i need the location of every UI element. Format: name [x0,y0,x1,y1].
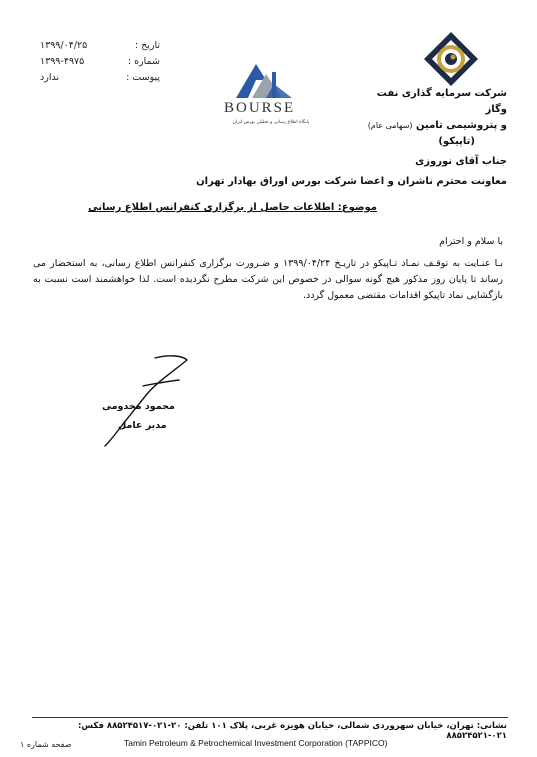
letter-meta [40,38,160,86]
addressee-position: معاونت محترم ناشران و اعضا شرکت بورس اوراق بهادار تهران [196,176,507,187]
company-name [357,86,507,150]
attachment-row [40,70,160,86]
bourse-wordmark: BOURSE [224,100,296,116]
addressee [107,152,507,192]
greeting: با سلام و احترام [439,236,503,247]
letter-subject: موضوع: اطلاعات حاصل از برگزاری کنفرانس اطلاع رسانی [88,202,377,213]
attachment-label: پیوست : [126,72,160,83]
company-type: (سهامی عام) [367,121,413,130]
company-line-3: (تاپیکو) [438,136,475,147]
number-label: شماره : [127,56,160,67]
page-number: صفحه شماره ۱ [20,740,72,749]
date-row [40,38,160,54]
company-line-2-main: و پتروشیمی تامین [416,120,507,131]
body-paragraph: بـا عنـایت به توقـف نمـاد تـاپیکو در تاریـخ ۱۳۹۹/۰۴/۲۴ و ضـرورت برگزاری کنفرانس اطلاع رسانی، به استحضار می رساند تا پایان روز مذکور هیچ گونه سوالی در خصوص این شرکت مطرح نگردیده است. لذا خواهشمند است نسبت به بازگشایی نماد تاپیکو اقدامات مقتضی معمول گردد. [33,258,504,301]
bourse-logo [222,58,317,128]
company-line-2 [357,118,507,134]
letter-body [33,234,503,304]
bourse-subtitle: پایگاه اطلاع رسانی و تحلیلی بورس ایران [232,120,310,125]
company-line-1: شرکت سرمایه گذاری نفت وگاز [376,88,507,115]
number-row [40,54,160,70]
footer-company-english: Tamin Petroleum & Petrochemical Investment Corporation (TAPPICO) [124,738,388,748]
number-value: ۱۳۹۹-۴۹۷۵ [40,56,85,67]
footer-divider [32,717,508,718]
date-label: تاریخ : [134,40,160,51]
signer-name: محمود مخدومی [102,401,175,412]
addressee-name: جناب آقای نوروزی [415,156,507,167]
tappico-logo-icon [422,30,480,88]
bourse-mark-icon [222,58,317,102]
date-value: ۱۳۹۹/۰۴/۲۵ [40,40,88,51]
attachment-value: ندارد [40,72,60,83]
footer-address: نشانی: تهران، خیابان سهروردی شمالی، خیابان هویزه غربی، پلاک ۱۰۱ تلفن: ۲۰-۰۲۱-۸۸۵۲۴۵۱۷ فکس: ۰۲۱-۸۸۵۲۴۵۲۱ [78,721,507,741]
signer-title: مدیر عامل [118,420,167,431]
